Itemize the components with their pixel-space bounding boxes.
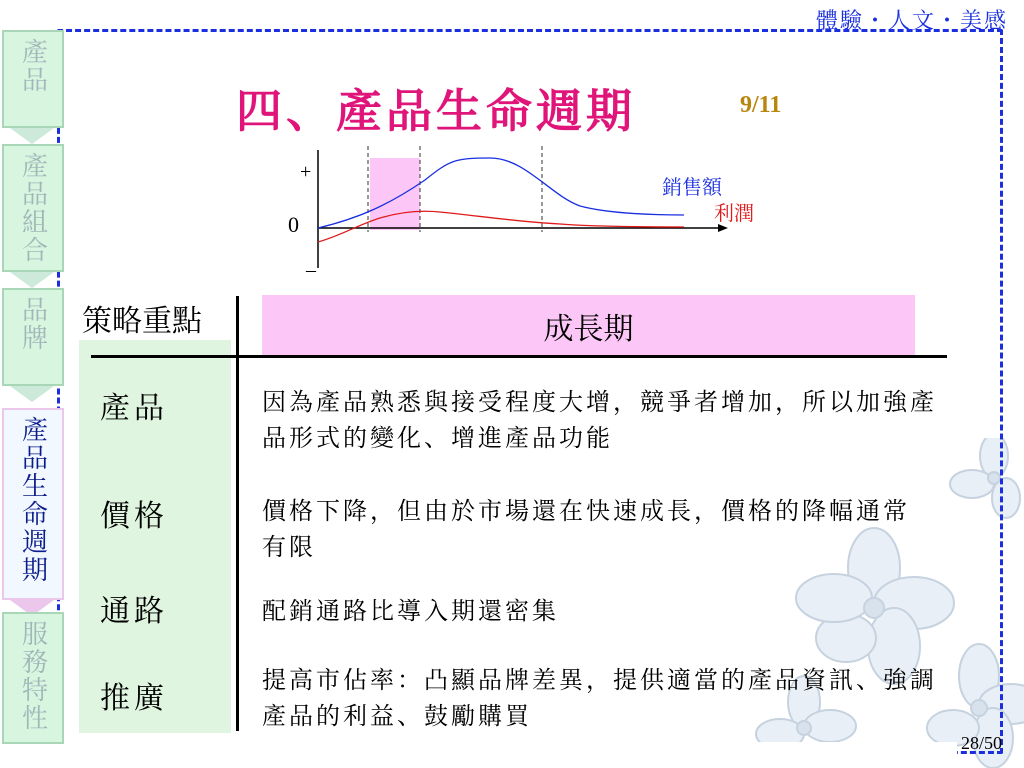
row-label-product: 產品	[100, 391, 168, 426]
plus-label: +	[300, 161, 312, 183]
nav-item-label: 產品	[17, 38, 48, 94]
page-title: 四、產品生命週期	[236, 84, 636, 138]
row-text-product: 因為產品熟悉與接受程度大增，競爭者增加，所以加強產品形式的變化、增進產品功能	[262, 388, 937, 452]
row-text-price: 價格下降，但由於市場還在快速成長，價格的降幅通常有限	[262, 497, 910, 561]
nav-item-service[interactable]	[2, 612, 64, 744]
arrow-icon	[718, 224, 728, 232]
title-fraction: 9/11	[740, 92, 782, 118]
nav-item-label: 品牌	[17, 296, 48, 352]
nav-item-label: 服務特性	[17, 620, 48, 732]
page-number: 28/50	[960, 733, 1002, 753]
stage-header	[262, 295, 915, 357]
row-label-price: 價格	[100, 499, 168, 534]
row-text-channel: 配銷通路比導入期還密集	[262, 597, 559, 625]
nav-arrow-icon	[10, 272, 54, 288]
nav-item-brand[interactable]	[2, 288, 64, 386]
row-label-promotion: 推廣	[100, 681, 168, 716]
nav-arrow-icon	[10, 386, 54, 402]
brand-text: 體驗・人文・美感	[815, 9, 1008, 34]
nav-item-product[interactable]	[2, 30, 64, 128]
life-cycle-diagram	[280, 140, 780, 280]
nav-item-plc[interactable]	[2, 408, 64, 600]
row-label-channel: 通路	[100, 594, 168, 629]
zero-label: 0	[288, 212, 299, 237]
nav-item-product-mix[interactable]	[2, 144, 64, 272]
table-divider-vertical	[236, 296, 239, 731]
table-divider-horizontal	[91, 355, 947, 358]
minus-label: –	[306, 259, 316, 280]
sales-label: 銷售額	[662, 175, 722, 199]
row-text-promotion: 提高市佔率：凸顯品牌差異，提供適當的產品資訊、強調產品的利益、鼓勵購買	[262, 666, 937, 730]
nav-item-label: 產品組合	[17, 152, 48, 264]
profit-label: 利潤	[714, 201, 754, 225]
strategy-header: 策略重點	[82, 304, 202, 339]
nav-item-label: 產品生命週期	[17, 416, 48, 584]
nav-arrow-icon	[10, 128, 54, 144]
stage-header-label: 成長期	[543, 312, 634, 347]
